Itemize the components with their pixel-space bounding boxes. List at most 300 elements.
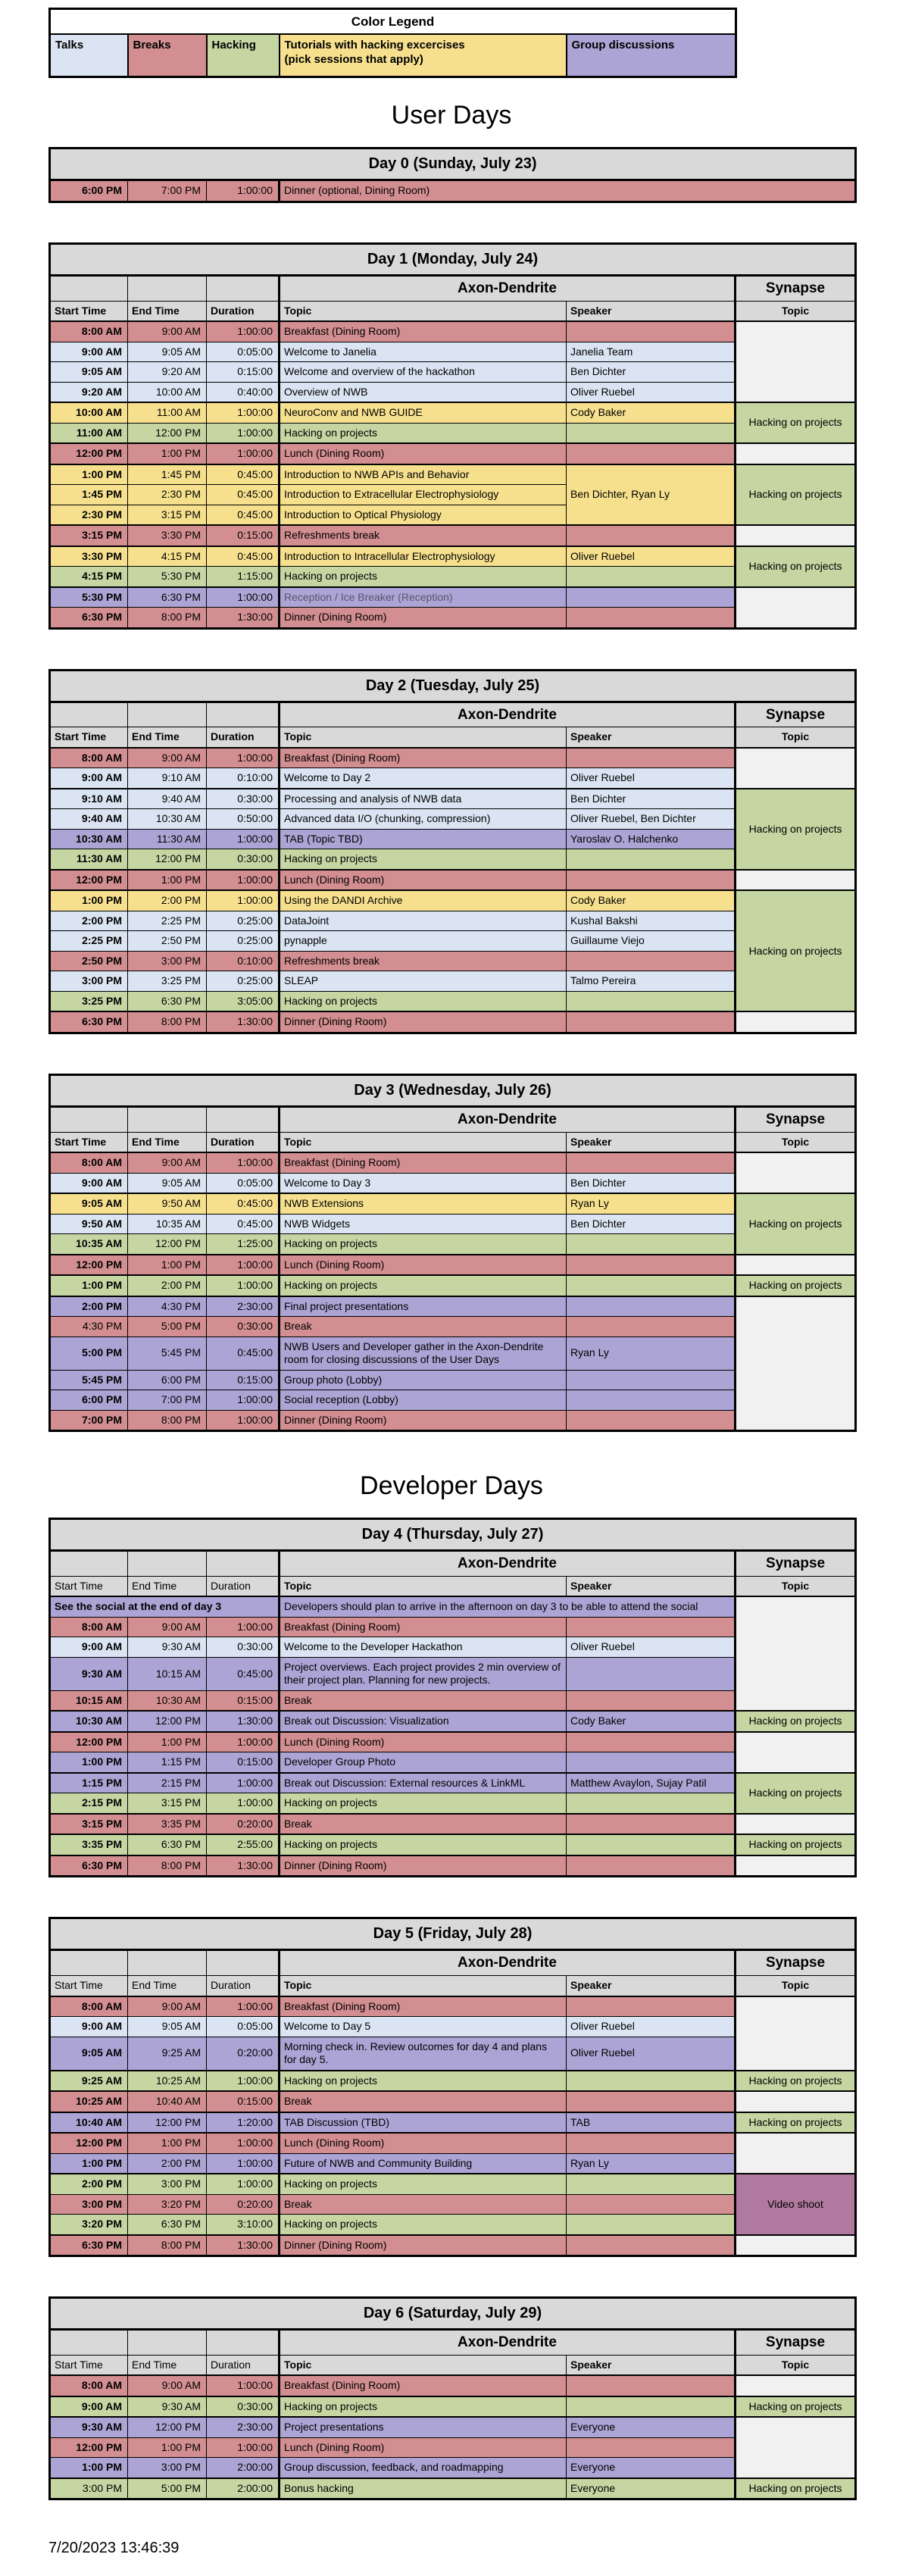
day-5-table	[48, 1917, 857, 2257]
synapse-cell: Hacking on projects	[736, 2071, 856, 2092]
topic-cell: TAB (Topic TBD)	[280, 829, 567, 849]
col-duration: Duration	[207, 1976, 280, 1996]
topic-cell: Hacking on projects	[280, 1275, 567, 1296]
end-time-cell: 2:15 PM	[128, 1773, 207, 1793]
session-row	[50, 1255, 856, 1276]
topic-cell: Lunch (Dining Room)	[280, 1255, 567, 1276]
start-time-cell: 10:25 AM	[50, 2091, 128, 2112]
duration-cell: 3:05:00	[207, 991, 280, 1011]
topic-cell: Group discussion, feedback, and roadmapping	[280, 2458, 567, 2478]
synapse-cell: Hacking on projects	[736, 2478, 856, 2499]
col-topic: Topic	[280, 1976, 567, 1996]
duration-cell: 1:00:00	[207, 1996, 280, 2017]
day-6-column-header-row	[50, 2355, 856, 2375]
start-time-cell: 3:25 PM	[50, 991, 128, 1011]
speaker-cell: Everyone	[567, 2478, 736, 2499]
end-time-cell: 3:15 PM	[128, 505, 207, 525]
topic-cell: Overview of NWB	[280, 382, 567, 402]
start-time-cell: 6:30 PM	[50, 1855, 128, 1877]
start-time-cell: 1:00 PM	[50, 1752, 128, 1773]
synapse-cell: Hacking on projects	[736, 2112, 856, 2134]
start-time-cell: 9:50 AM	[50, 1214, 128, 1234]
session-row	[50, 2235, 856, 2256]
duration-cell: 0:45:00	[207, 1193, 280, 1214]
start-time-cell: 12:00 PM	[50, 1255, 128, 1276]
session-row	[50, 1317, 856, 1337]
room-spacer-cell	[128, 1551, 207, 1577]
session-row	[50, 2215, 856, 2235]
duration-cell: 1:00:00	[207, 748, 280, 768]
start-time-cell: 2:00 PM	[50, 2174, 128, 2194]
speaker-cell	[567, 991, 736, 1011]
session-row	[50, 1814, 856, 1835]
duration-cell: 1:15:00	[207, 567, 280, 587]
speaker-cell	[567, 608, 736, 629]
day-title: Day 5 (Friday, July 28)	[50, 1918, 856, 1950]
session-row	[50, 608, 856, 629]
start-time-cell: 9:00 AM	[50, 2396, 128, 2418]
end-time-cell: 9:05 AM	[128, 2017, 207, 2037]
topic-cell: Breakfast (Dining Room)	[280, 748, 567, 768]
topic-cell: Welcome and overview of the hackathon	[280, 362, 567, 383]
room-spacer-cell	[207, 1551, 280, 1577]
day-6-title-row	[50, 2298, 856, 2330]
color-legend-container	[48, 8, 909, 78]
end-time-cell: 4:30 PM	[128, 1296, 207, 1317]
duration-cell: 0:20:00	[207, 2037, 280, 2071]
speaker-cell	[567, 1317, 736, 1337]
session-row	[50, 2112, 856, 2134]
synapse-cell	[736, 1596, 856, 1711]
session-row	[50, 870, 856, 891]
col-synapse-topic: Topic	[736, 1576, 856, 1596]
end-time-cell: 11:30 AM	[128, 829, 207, 849]
room-axon-dendrite: Axon-Dendrite	[280, 1106, 736, 1132]
col-start-time: Start Time	[50, 1576, 128, 1596]
speaker-cell: Oliver Ruebel, Ben Dichter	[567, 809, 736, 830]
topic-cell: Using the DANDI Archive	[280, 890, 567, 911]
topic-cell: Dinner (Dining Room)	[280, 2235, 567, 2256]
duration-cell: 0:40:00	[207, 382, 280, 402]
duration-cell: 1:00:00	[207, 423, 280, 443]
topic-cell: Group photo (Lobby)	[280, 1370, 567, 1390]
topic-cell: Break	[280, 2194, 567, 2215]
duration-cell: 1:00:00	[207, 2071, 280, 2092]
room-spacer-cell	[128, 702, 207, 727]
topic-cell: Dinner (Dining Room)	[280, 1410, 567, 1431]
speaker-cell	[567, 951, 736, 971]
end-time-cell: 4:15 PM	[128, 546, 207, 567]
start-time-cell: 3:35 PM	[50, 1834, 128, 1855]
speaker-cell: Everyone	[567, 2458, 736, 2478]
topic-cell: Hacking on projects	[280, 423, 567, 443]
duration-cell: 0:05:00	[207, 1173, 280, 1193]
start-time-cell: 11:00 AM	[50, 423, 128, 443]
session-row	[50, 362, 856, 383]
speaker-cell	[567, 2396, 736, 2418]
room-spacer-cell	[50, 275, 128, 301]
session-row	[50, 1773, 856, 1793]
legend-item-tutorials: Tutorials with hacking excercises (pick sessions that apply)	[280, 34, 567, 77]
topic-cell: Welcome to the Developer Hackathon	[280, 1637, 567, 1658]
topic-cell: Welcome to Day 3	[280, 1173, 567, 1193]
session-row	[50, 321, 856, 342]
synapse-cell	[736, 748, 856, 789]
day-6-table	[48, 2296, 857, 2500]
session-row	[50, 1834, 856, 1855]
duration-cell: 0:30:00	[207, 789, 280, 809]
day-1-table	[48, 242, 857, 630]
topic-cell: TAB Discussion (TBD)	[280, 2112, 567, 2134]
duration-cell: 1:00:00	[207, 829, 280, 849]
topic-cell: Reception / Ice Breaker (Reception)	[280, 587, 567, 608]
topic-cell: Break	[280, 1690, 567, 1711]
topic-cell: Breakfast (Dining Room)	[280, 1996, 567, 2017]
session-row	[50, 1690, 856, 1711]
start-time-cell: 1:45 PM	[50, 485, 128, 505]
start-time-cell: 3:00 PM	[50, 971, 128, 992]
start-time-cell: 6:30 PM	[50, 608, 128, 629]
start-time-cell: 12:00 PM	[50, 2133, 128, 2153]
topic-cell: NWB Extensions	[280, 1193, 567, 1214]
end-time-cell: 9:40 AM	[128, 789, 207, 809]
topic-cell: Break	[280, 2091, 567, 2112]
session-row	[50, 1234, 856, 1255]
session-row	[50, 546, 856, 567]
legend-item-breaks: Breaks	[128, 34, 207, 77]
speaker-cell: TAB	[567, 2112, 736, 2134]
end-time-cell: 10:30 AM	[128, 1690, 207, 1711]
start-time-cell: 9:25 AM	[50, 2071, 128, 2092]
day-2-title-row	[50, 670, 856, 702]
speaker-cell	[567, 849, 736, 870]
synapse-cell	[736, 2133, 856, 2174]
duration-cell: 0:45:00	[207, 1657, 280, 1690]
speaker-cell	[567, 587, 736, 608]
topic-cell: Lunch (Dining Room)	[280, 443, 567, 464]
session-row	[50, 2037, 856, 2071]
start-time-cell: 10:30 AM	[50, 829, 128, 849]
duration-cell: 2:30:00	[207, 2417, 280, 2437]
end-time-cell: 1:00 PM	[128, 2437, 207, 2458]
speaker-cell	[567, 1410, 736, 1431]
end-time-cell: 9:00 AM	[128, 748, 207, 768]
synapse-cell	[736, 587, 856, 629]
speaker-cell	[567, 1152, 736, 1173]
session-row	[50, 991, 856, 1011]
speaker-cell	[567, 1814, 736, 1835]
session-row	[50, 1855, 856, 1877]
room-spacer-cell	[128, 2330, 207, 2356]
room-axon-dendrite: Axon-Dendrite	[280, 702, 736, 727]
topic-cell: Social reception (Lobby)	[280, 1390, 567, 1411]
synapse-cell: Hacking on projects	[736, 2396, 856, 2418]
speaker-cell	[567, 1855, 736, 1877]
topic-cell: Break out Discussion: Visualization	[280, 1711, 567, 1732]
speaker-cell: Ben Dichter, Ryan Ly	[567, 464, 736, 526]
session-row	[50, 2153, 856, 2174]
col-topic: Topic	[280, 727, 567, 748]
col-synapse-topic: Topic	[736, 301, 856, 321]
session-row	[50, 2071, 856, 2092]
start-time-cell: 6:00 PM	[50, 180, 128, 202]
speaker-cell: Cody Baker	[567, 1711, 736, 1732]
start-time-cell: 5:45 PM	[50, 1370, 128, 1390]
topic-cell: Hacking on projects	[280, 991, 567, 1011]
col-end-time: End Time	[128, 301, 207, 321]
duration-cell: 1:25:00	[207, 1234, 280, 1255]
end-time-cell: 12:00 PM	[128, 2112, 207, 2134]
speaker-cell	[567, 423, 736, 443]
end-time-cell: 12:00 PM	[128, 423, 207, 443]
duration-cell: 1:30:00	[207, 1855, 280, 1877]
developer-days-tables	[48, 1518, 909, 2500]
end-time-cell: 3:25 PM	[128, 971, 207, 992]
legend-item-discussions: Group discussions	[567, 34, 736, 77]
start-time-cell: 5:00 PM	[50, 1336, 128, 1370]
col-synapse-topic: Topic	[736, 1976, 856, 1996]
duration-cell: 0:45:00	[207, 505, 280, 525]
start-time-cell: 1:15 PM	[50, 1773, 128, 1793]
topic-cell: Final project presentations	[280, 1296, 567, 1317]
session-row	[50, 1214, 856, 1234]
session-row	[50, 789, 856, 809]
topic-cell: Introduction to Intracellular Electrophysiology	[280, 546, 567, 567]
end-time-cell: 8:00 PM	[128, 608, 207, 629]
duration-cell: 1:20:00	[207, 2112, 280, 2134]
topic-cell: Morning check in. Review outcomes for day 4 and plans for day 5.	[280, 2037, 567, 2071]
day-4-room-row	[50, 1551, 856, 1577]
topic-cell: Refreshments break	[280, 525, 567, 546]
topic-cell: Hacking on projects	[280, 1834, 567, 1855]
start-time-cell: 9:00 AM	[50, 342, 128, 362]
speaker-cell	[567, 1834, 736, 1855]
synapse-cell: Hacking on projects	[736, 1193, 856, 1255]
duration-cell: 0:15:00	[207, 2091, 280, 2112]
duration-cell: 0:45:00	[207, 1336, 280, 1370]
speaker-cell	[567, 1732, 736, 1752]
start-time-cell: 9:00 AM	[50, 1637, 128, 1658]
end-time-cell: 3:30 PM	[128, 525, 207, 546]
start-time-cell: 2:50 PM	[50, 951, 128, 971]
speaker-cell	[567, 870, 736, 891]
end-time-cell: 5:00 PM	[128, 2478, 207, 2499]
duration-cell: 2:30:00	[207, 1296, 280, 1317]
day-title: Day 3 (Wednesday, July 26)	[50, 1074, 856, 1106]
topic-cell: Introduction to NWB APIs and Behavior	[280, 464, 567, 485]
end-time-cell: 11:00 AM	[128, 402, 207, 423]
duration-cell: 0:25:00	[207, 931, 280, 952]
end-time-cell: 1:15 PM	[128, 1752, 207, 1773]
duration-cell: 0:05:00	[207, 2017, 280, 2037]
legend-items-row	[50, 34, 736, 77]
session-row	[50, 2396, 856, 2418]
end-time-cell: 7:00 PM	[128, 180, 207, 202]
session-row	[50, 1596, 856, 1617]
speaker-cell	[567, 567, 736, 587]
speaker-cell	[567, 2375, 736, 2396]
speaker-cell	[567, 2215, 736, 2235]
topic-cell: Dinner (optional, Dining Room)	[280, 180, 856, 202]
synapse-cell	[736, 525, 856, 546]
duration-cell: 3:10:00	[207, 2215, 280, 2235]
col-speaker: Speaker	[567, 301, 736, 321]
speaker-cell	[567, 2071, 736, 2092]
start-time-cell: 1:00 PM	[50, 2458, 128, 2478]
synapse-cell	[736, 1011, 856, 1033]
start-time-cell: 2:30 PM	[50, 505, 128, 525]
legend-title: Color Legend	[50, 9, 736, 35]
col-start-time: Start Time	[50, 2355, 128, 2375]
end-time-cell: 1:00 PM	[128, 443, 207, 464]
duration-cell: 1:00:00	[207, 402, 280, 423]
day-2-room-row	[50, 702, 856, 727]
speaker-cell: Janelia Team	[567, 342, 736, 362]
day-3-room-row	[50, 1106, 856, 1132]
end-time-cell: 9:00 AM	[128, 1996, 207, 2017]
start-time-cell: 10:00 AM	[50, 402, 128, 423]
start-time-cell: 8:00 AM	[50, 1617, 128, 1637]
speaker-cell: Cody Baker	[567, 890, 736, 911]
duration-cell: 1:00:00	[207, 2375, 280, 2396]
room-spacer-cell	[50, 702, 128, 727]
col-end-time: End Time	[128, 1576, 207, 1596]
end-time-cell: 6:00 PM	[128, 1370, 207, 1390]
col-speaker: Speaker	[567, 1976, 736, 1996]
end-time-cell: 2:00 PM	[128, 890, 207, 911]
room-spacer-cell	[50, 2330, 128, 2356]
day-0-title-row	[50, 148, 856, 180]
room-synapse: Synapse	[736, 1950, 856, 1976]
room-synapse: Synapse	[736, 702, 856, 727]
start-time-cell: 1:00 PM	[50, 2153, 128, 2174]
room-spacer-cell	[128, 275, 207, 301]
end-time-cell: 9:00 AM	[128, 1617, 207, 1637]
room-axon-dendrite: Axon-Dendrite	[280, 1950, 736, 1976]
end-time-cell: 10:00 AM	[128, 382, 207, 402]
start-time-cell: 9:00 AM	[50, 2017, 128, 2037]
topic-cell: Breakfast (Dining Room)	[280, 321, 567, 342]
col-start-time: Start Time	[50, 1132, 128, 1152]
session-row	[50, 890, 856, 911]
duration-cell: 1:00:00	[207, 443, 280, 464]
topic-cell: Hacking on projects	[280, 2396, 567, 2418]
duration-cell: 2:55:00	[207, 1834, 280, 1855]
topic-cell: Lunch (Dining Room)	[280, 2133, 567, 2153]
end-time-cell: 5:00 PM	[128, 1317, 207, 1337]
topic-cell: Break	[280, 1814, 567, 1835]
day-5-column-header-row	[50, 1976, 856, 1996]
topic-cell: Breakfast (Dining Room)	[280, 2375, 567, 2396]
speaker-cell: Oliver Ruebel	[567, 768, 736, 789]
synapse-cell: Hacking on projects	[736, 1834, 856, 1855]
end-time-cell: 9:25 AM	[128, 2037, 207, 2071]
col-topic: Topic	[280, 1576, 567, 1596]
session-row	[50, 1173, 856, 1193]
end-time-cell: 3:00 PM	[128, 2458, 207, 2478]
start-time-cell: 2:25 PM	[50, 931, 128, 952]
topic-cell: Welcome to Janelia	[280, 342, 567, 362]
topic-cell: Project presentations	[280, 2417, 567, 2437]
day-5-title-row	[50, 1918, 856, 1950]
end-time-cell: 9:00 AM	[128, 2375, 207, 2396]
start-time-cell: 9:30 AM	[50, 2417, 128, 2437]
speaker-cell: Oliver Ruebel	[567, 2017, 736, 2037]
end-time-cell: 3:35 PM	[128, 1814, 207, 1835]
topic-cell: NWB Users and Developer gather in the Axon-Dendrite room for closing discussions of the User Days	[280, 1336, 567, 1370]
user-days-tables	[48, 147, 909, 1432]
end-time-cell: 6:30 PM	[128, 587, 207, 608]
schedule-document	[48, 8, 909, 2557]
topic-cell: Advanced data I/O (chunking, compression)	[280, 809, 567, 830]
end-time-cell: 2:00 PM	[128, 2153, 207, 2174]
duration-cell: 0:15:00	[207, 1370, 280, 1390]
end-time-cell: 8:00 PM	[128, 1011, 207, 1033]
session-row	[50, 423, 856, 443]
end-time-cell: 9:00 AM	[128, 321, 207, 342]
topic-cell: Breakfast (Dining Room)	[280, 1617, 567, 1637]
duration-cell: 0:15:00	[207, 1690, 280, 1711]
start-time-cell: 9:20 AM	[50, 382, 128, 402]
duration-cell: 1:00:00	[207, 1732, 280, 1752]
topic-cell: Refreshments break	[280, 951, 567, 971]
topic-cell: Hacking on projects	[280, 2215, 567, 2235]
user-days-heading: User Days	[391, 101, 512, 130]
day-4-title-row	[50, 1519, 856, 1551]
end-time-cell: 10:40 AM	[128, 2091, 207, 2112]
speaker-cell	[567, 1011, 736, 1033]
start-time-cell: 8:00 AM	[50, 1996, 128, 2017]
speaker-cell	[567, 2194, 736, 2215]
room-spacer-cell	[50, 1106, 128, 1132]
session-row	[50, 1275, 856, 1296]
start-time-cell: 9:30 AM	[50, 1657, 128, 1690]
session-row	[50, 2091, 856, 2112]
topic-cell: Dinner (Dining Room)	[280, 1011, 567, 1033]
duration-cell: 1:00:00	[207, 1390, 280, 1411]
room-axon-dendrite: Axon-Dendrite	[280, 2330, 736, 2356]
start-time-cell: 3:15 PM	[50, 1814, 128, 1835]
speaker-cell	[567, 2133, 736, 2153]
session-row	[50, 464, 856, 485]
start-time-cell: 1:00 PM	[50, 1275, 128, 1296]
topic-cell: Introduction to Extracellular Electrophysiology	[280, 485, 567, 505]
session-row	[50, 1637, 856, 1658]
duration-cell: 1:00:00	[207, 1410, 280, 1431]
speaker-cell: Oliver Ruebel	[567, 382, 736, 402]
session-row	[50, 1793, 856, 1814]
end-time-cell: 1:00 PM	[128, 1255, 207, 1276]
session-row	[50, 1732, 856, 1752]
synapse-cell	[736, 2091, 856, 2112]
speaker-cell: Oliver Ruebel	[567, 2037, 736, 2071]
end-time-cell: 9:20 AM	[128, 362, 207, 383]
speaker-cell: Ryan Ly	[567, 1336, 736, 1370]
start-time-cell: 3:20 PM	[50, 2215, 128, 2235]
start-time-cell: 9:05 AM	[50, 1193, 128, 1214]
duration-cell: 0:15:00	[207, 525, 280, 546]
end-time-cell: 5:30 PM	[128, 567, 207, 587]
end-time-cell: 5:45 PM	[128, 1336, 207, 1370]
room-spacer-cell	[207, 2330, 280, 2356]
speaker-cell	[567, 2091, 736, 2112]
duration-cell: 1:30:00	[207, 2235, 280, 2256]
start-time-cell: 8:00 AM	[50, 321, 128, 342]
end-time-cell: 3:00 PM	[128, 951, 207, 971]
start-time-cell: 10:35 AM	[50, 1234, 128, 1255]
topic-cell: NeuroConv and NWB GUIDE	[280, 402, 567, 423]
start-time-cell: 7:00 PM	[50, 1410, 128, 1431]
